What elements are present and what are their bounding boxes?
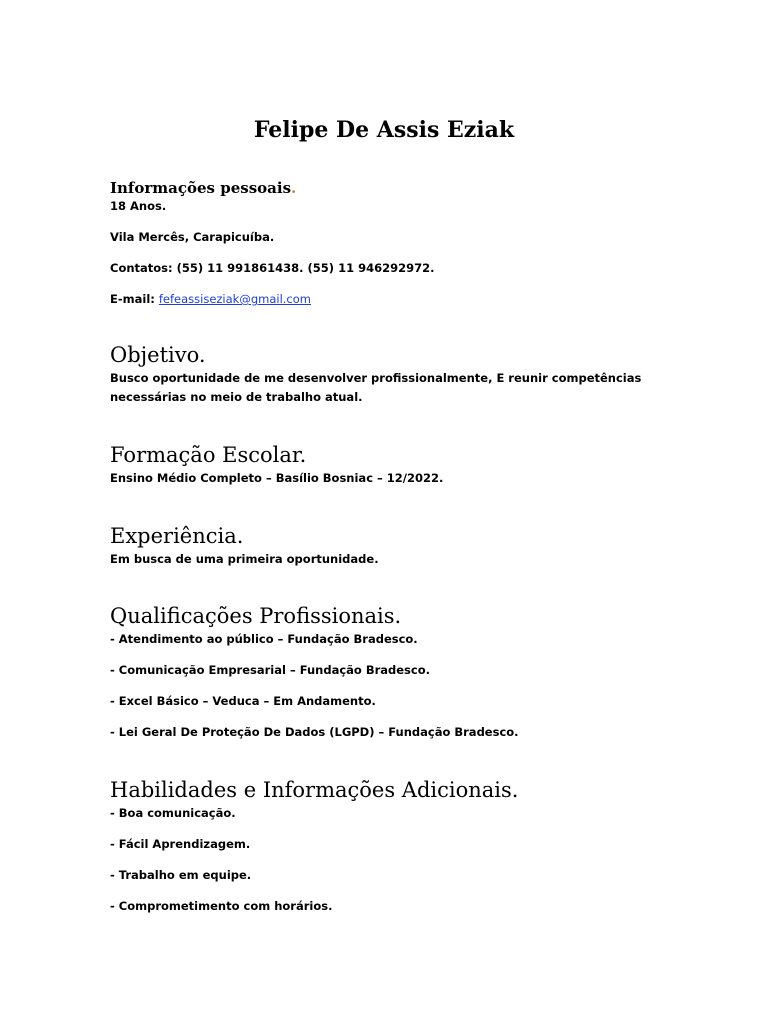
education-heading: Formação Escolar. [110,443,307,467]
objective-heading: Objetivo. [110,343,206,367]
education-section [110,441,670,488]
qualification-item: - Atendimento ao público – Fundação Bradesco. [110,632,418,646]
skills-heading: Habilidades e Informações Adicionais. [110,778,519,802]
experience-heading: Experiência. [110,524,244,548]
skill-item: - Fácil Aprendizagem. [110,837,251,851]
resume-name: Felipe De Assis Eziak [253,117,515,143]
personal-info-heading [110,178,670,198]
address-line: Vila Mercês, Carapicuíba. [110,230,275,244]
qualification-item: - Comunicação Empresarial – Fundação Bradesco. [110,663,430,677]
age-line: 18 Anos. [110,199,167,213]
skills-section [110,776,670,916]
qualification-item: - Excel Básico – Veduca – Em Andamento. [110,694,376,708]
objective-line-2: necessárias no meio de trabalho atual. [110,390,363,404]
email-label: E-mail: [110,292,159,306]
objective-section [110,341,670,407]
email-line [110,290,670,309]
objective-line-1: Busco oportunidade de me desenvolver profissionalmente, E reunir competências [110,371,642,385]
email-link[interactable]: fefeassiseziak@gmail.com [158,292,311,306]
experience-section [110,522,670,569]
qualifications-section [110,602,670,742]
qualifications-heading: Qualificações Profissionais. [110,604,402,628]
personal-info-heading-text: Informações pessoais [110,179,292,197]
qualification-item: - Lei Geral De Proteção De Dados (LGPD) – Fundação Bradesco. [110,725,519,739]
contacts-line: Contatos: (55) 11 991861438. (55) 11 946292972. [110,261,435,275]
skill-item: - Trabalho em equipe. [110,868,252,882]
experience-item: Em busca de uma primeira oportunidade. [110,552,379,566]
personal-info-section [110,178,670,309]
personal-info-heading-dot: . [291,179,297,197]
education-item: Ensino Médio Completo – Basílio Bosniac – 12/2022. [110,471,444,485]
skill-item: - Boa comunicação. [110,806,236,820]
skill-item: - Comprometimento com horários. [110,899,333,913]
